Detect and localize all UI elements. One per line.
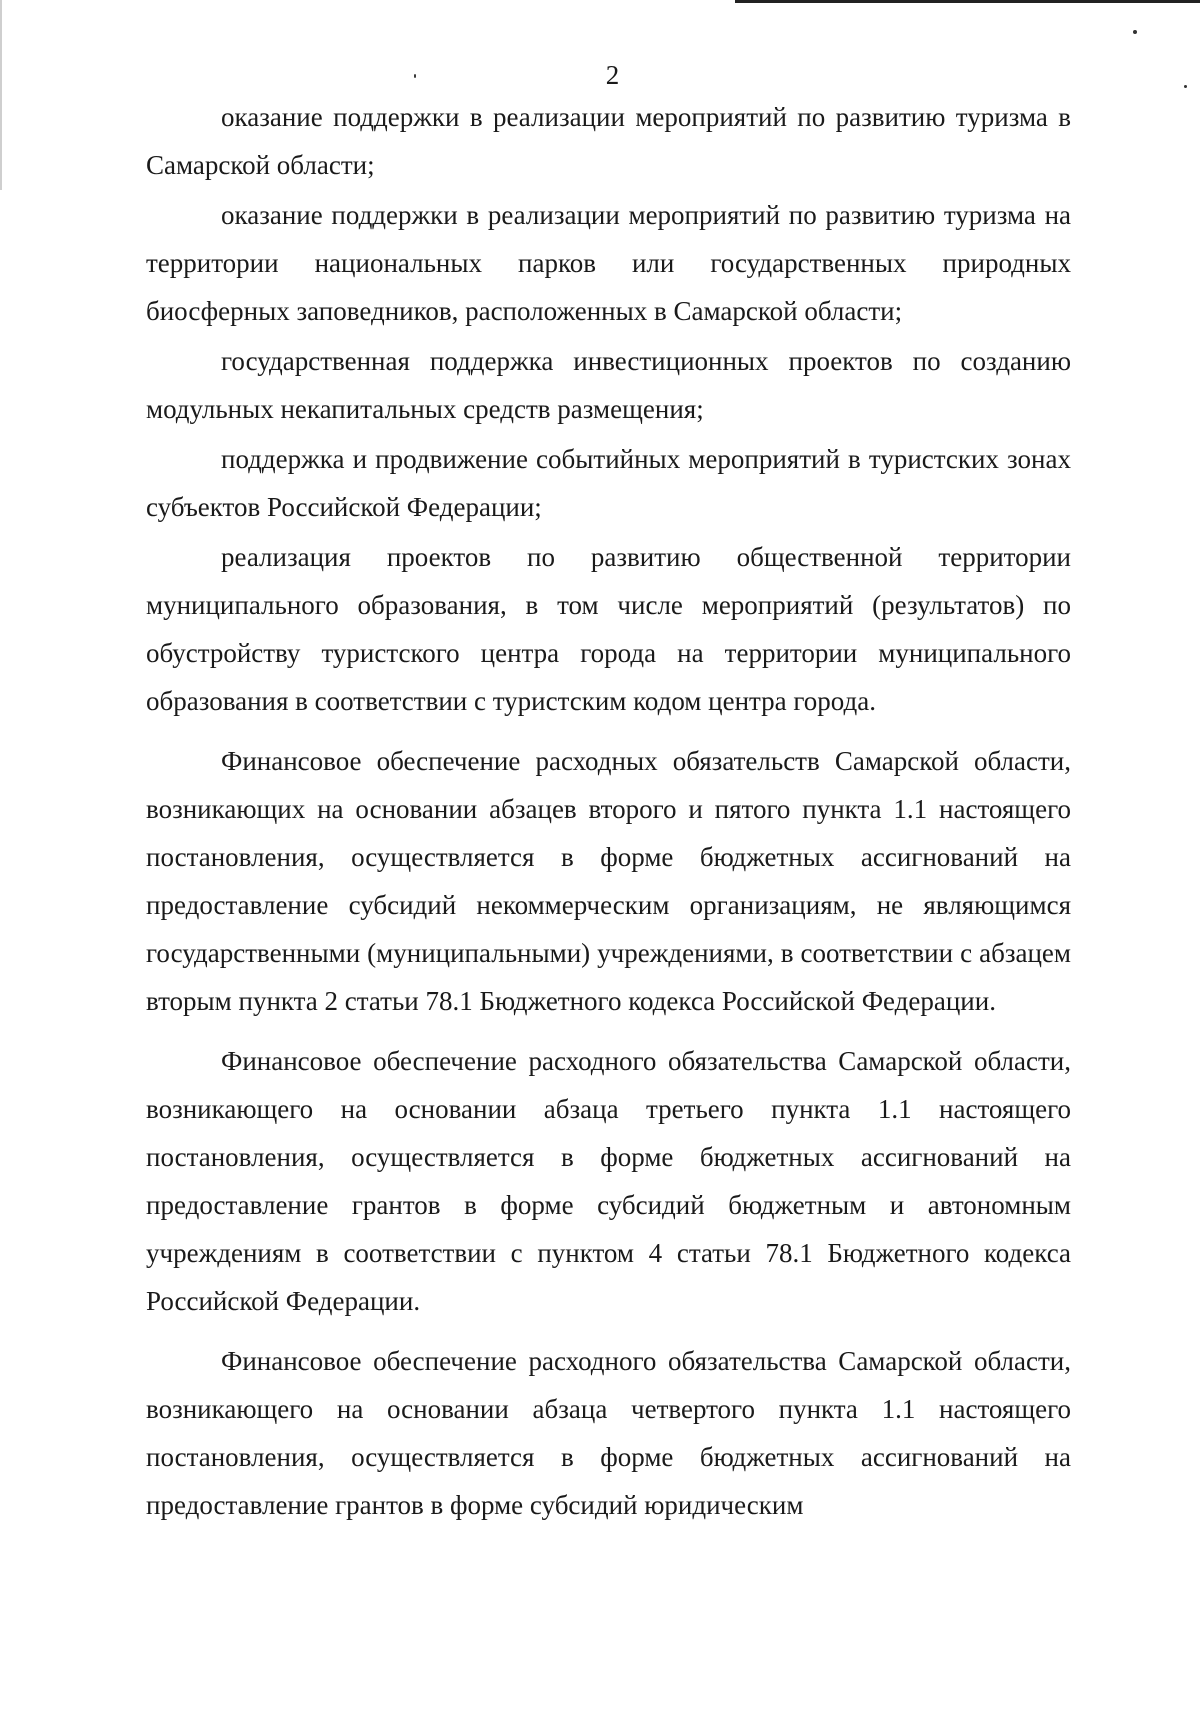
- paragraph: Финансовое обеспечение расходного обязательства Самарской области, возникающего на основании абзаца четвертого пункта 1.1 настоящего постановления, осуществляется в форме бюджетных ассигнований на предоставление грантов в форме субсидий юридическим: [146, 1346, 1071, 1520]
- paragraph: поддержка и продвижение событийных мероприятий в туристских зонах субъектов Российской Федерации;: [146, 444, 1071, 522]
- scan-speck: [1184, 85, 1187, 88]
- paragraph: реализация проектов по развитию общественной территории муниципального образования, в том числе мероприятий (результатов) по обустройству туристского центра города на территории муниципального образования в соответствии с туристским кодом центра города.: [146, 542, 1071, 716]
- paragraph: оказание поддержки в реализации мероприятий по развитию туризма на территории национальных парков или государственных природных биосферных заповедников, расположенных в Самарской области;: [146, 200, 1071, 326]
- page-number: 2: [605, 60, 620, 90]
- scan-speck: [1133, 30, 1137, 34]
- paragraph: Финансовое обеспечение расходных обязательств Самарской области, возникающих на основании абзацев второго и пятого пункта 1.1 настоящего постановления, осуществляется в форме бюджетных ассигнований на предоставление субсидий некоммерческим организациям, не являющимся государственными (муниципальными) учреждениями, в соответствии с абзацем вторым пункта 2 статьи 78.1 Бюджетного кодекса Российской Федерации.: [146, 746, 1071, 1016]
- paragraph: государственная поддержка инвестиционных проектов по созданию модульных некапитальных средств размещения;: [146, 346, 1071, 424]
- paragraph: оказание поддержки в реализации мероприятий по развитию туризма в Самарской области;: [146, 102, 1071, 180]
- paragraph: Финансовое обеспечение расходного обязательства Самарской области, возникающего на основании абзаца третьего пункта 1.1 настоящего постановления, осуществляется в форме бюджетных ассигнований на предоставление грантов в форме субсидий бюджетным и автономным учреждениям в соответствии с пунктом 4 статьи 78.1 Бюджетного кодекса Российской Федерации.: [146, 1046, 1071, 1316]
- scan-top-border: [735, 0, 1200, 3]
- scan-left-edge: [0, 0, 2, 190]
- document-body: [146, 93, 1071, 1529]
- scan-speck: [414, 74, 416, 78]
